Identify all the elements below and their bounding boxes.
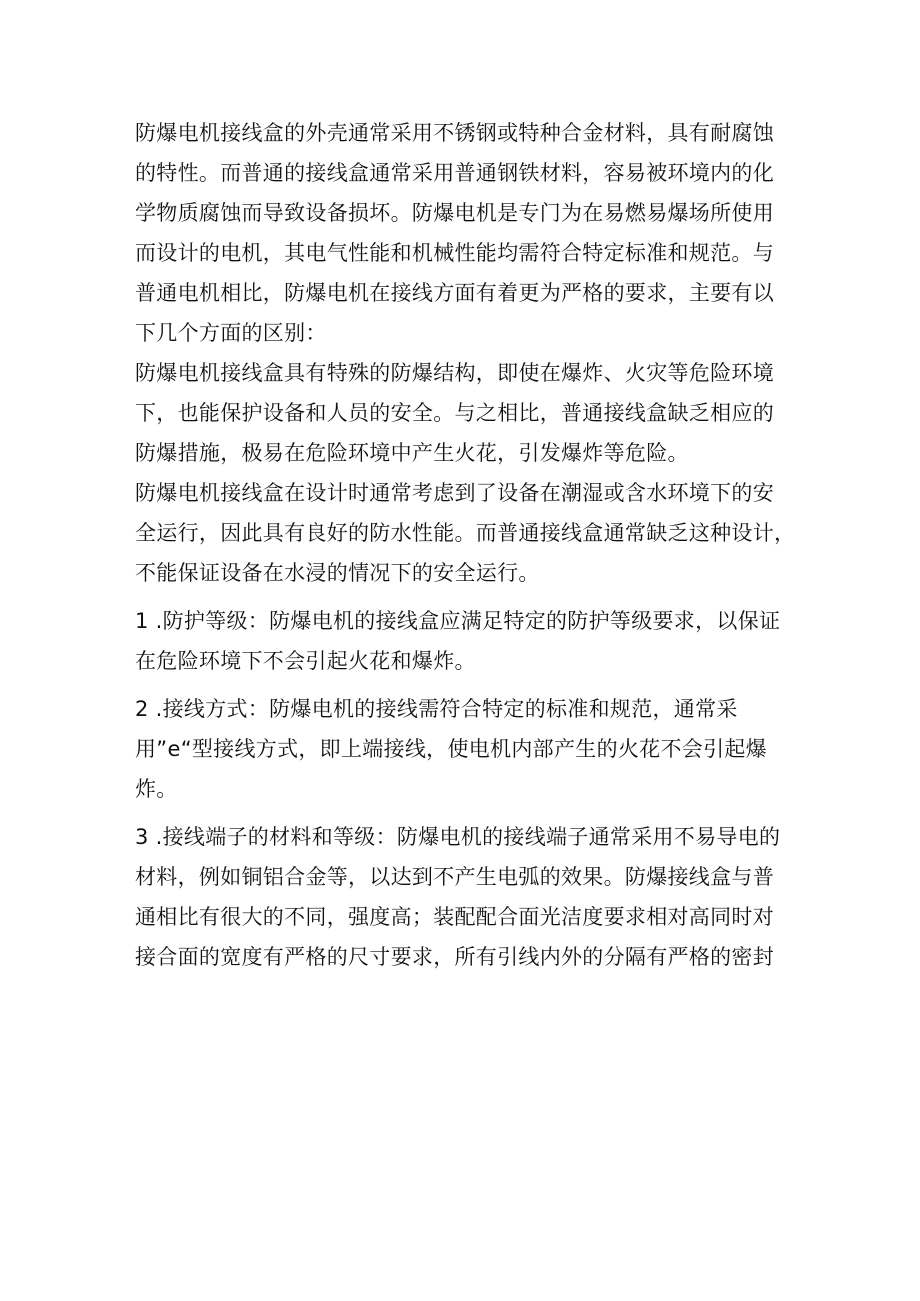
text-line: 的特性。而普通的接线盒通常采用普通钢铁材料，容易被环境内的化 [135, 161, 774, 185]
list-item-wiring-method [135, 689, 795, 809]
text-line: 下几个方面的区别： [135, 321, 327, 345]
text-line: 在危险环境下不会引起火花和爆炸。 [135, 649, 476, 673]
paragraph-explosion-proof-structure [135, 353, 795, 473]
text-line: 全运行，因此具有良好的防水性能。而普通接线盒通常缺乏这种设计， [135, 521, 796, 545]
paragraph-intro [135, 113, 795, 353]
text-line: 不能保证设备在水浸的情况下的安全运行。 [135, 561, 540, 585]
text-line: 炸。 [135, 777, 178, 801]
paragraph-waterproof [135, 473, 795, 593]
text-line: 接合面的宽度有严格的尺寸要求，所有引线内外的分隔有严格的密封 [135, 945, 774, 969]
text-line: 普通电机相比，防爆电机在接线方面有着更为严格的要求，主要有以 [135, 281, 774, 305]
text-line: 学物质腐蚀而导致设备损坏。防爆电机是专门为在易燃易爆场所使用 [135, 201, 774, 225]
list-item-protection-level [135, 601, 795, 681]
document-body [135, 113, 795, 977]
text-line: 防爆电机接线盒具有特殊的防爆结构，即使在爆炸、火灾等危险环境 [135, 361, 774, 385]
text-line: 而设计的电机，其电气性能和机械性能均需符合特定标准和规范。与 [135, 241, 774, 265]
text-line: 2 .接线方式：防爆电机的接线需符合特定的标准和规范，通常采 [135, 697, 738, 721]
text-line: 3 .接线端子的材料和等级：防爆电机的接线端子通常采用不易导电的 [135, 825, 781, 849]
list-item-terminal-material [135, 817, 795, 977]
text-line: 防爆电机接线盒在设计时通常考虑到了设备在潮湿或含水环境下的安 [135, 481, 774, 505]
text-line: 下，也能保护设备和人员的安全。与之相比，普通接线盒缺乏相应的 [135, 401, 774, 425]
text-line: 用”e“型接线方式，即上端接线，使电机内部产生的火花不会引起爆 [135, 737, 767, 761]
text-line: 防爆电机接线盒的外壳通常采用不锈钢或特种合金材料，具有耐腐蚀 [135, 121, 774, 145]
text-line: 通相比有很大的不同，强度高；装配配合面光洁度要求相对高同时对 [135, 905, 774, 929]
text-line: 1 .防护等级：防爆电机的接线盒应满足特定的防护等级要求，以保证 [135, 609, 781, 633]
text-line: 防爆措施，极易在危险环境中产生火花，引发爆炸等危险。 [135, 441, 689, 465]
text-line: 材料，例如铜铝合金等，以达到不产生电弧的效果。防爆接线盒与普 [135, 865, 774, 889]
